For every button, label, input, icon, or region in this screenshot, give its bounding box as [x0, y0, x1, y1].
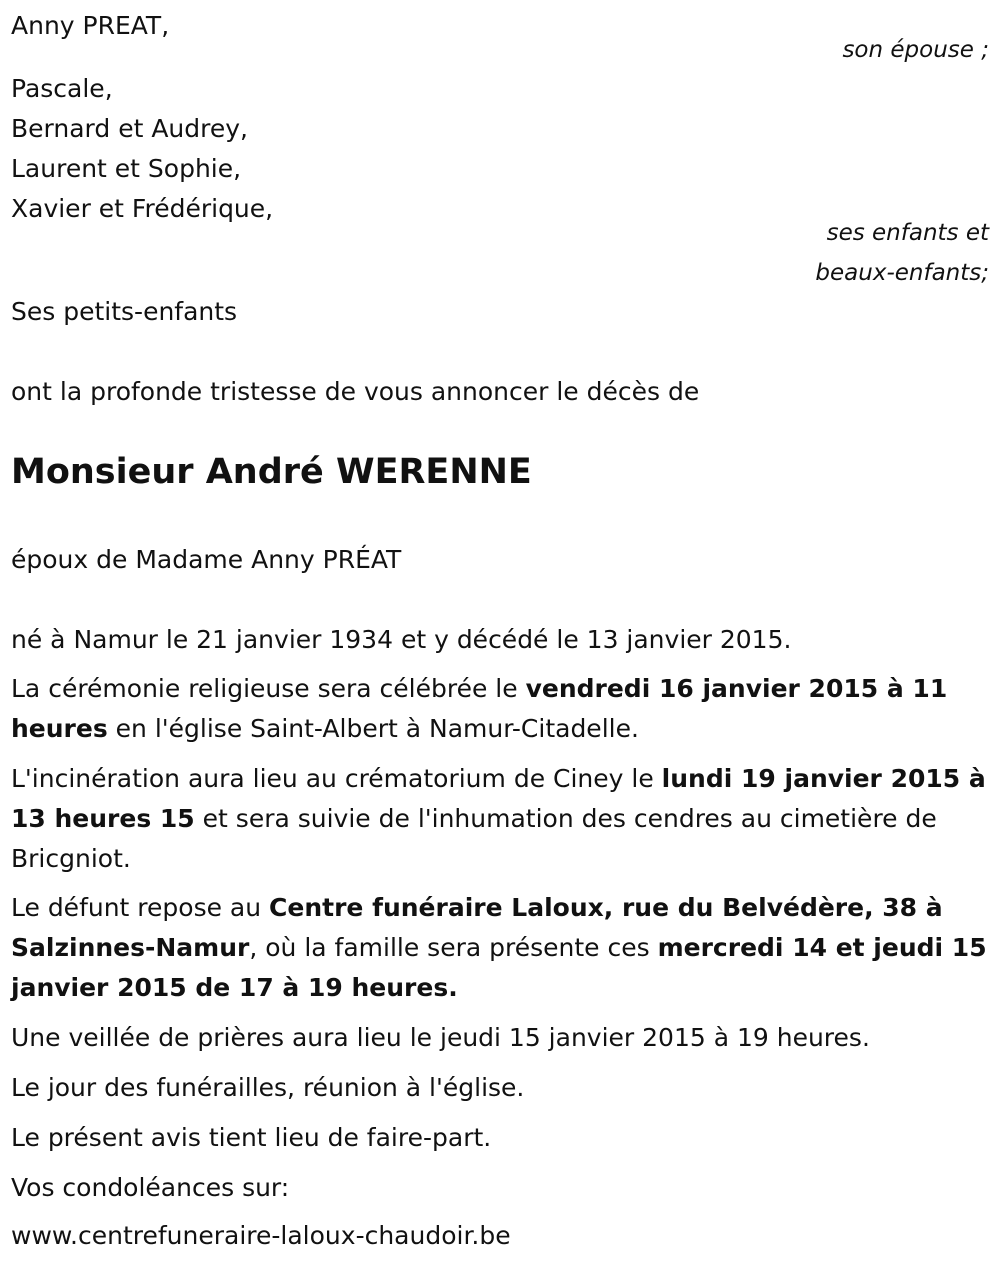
deceased-name: Monsieur André WERENNE [11, 452, 532, 492]
ceremony-prefix: La cérémonie religieuse sera célébrée le [11, 674, 526, 703]
funeral-day-line: Le jour des funérailles, réunion à l'église. [11, 1073, 525, 1102]
website-link[interactable]: www.centrefuneraire-laloux-chaudoir.be [11, 1221, 511, 1250]
birth-death-line: né à Namur le 21 janvier 1934 et y décédé le 13 janvier 2015. [11, 625, 792, 654]
grandchildren: Ses petits-enfants [11, 297, 238, 326]
incineration-date: lundi 19 janvier 2015 à 13 heures 15 [11, 764, 986, 833]
children-role-line2: beaux-enfants; [815, 260, 989, 286]
rest-paragraph [11, 888, 996, 1008]
incineration-prefix: L'incinération aura lieu au crématorium de Ciney le [11, 764, 662, 793]
spouse-name: Anny PREAT, [11, 11, 170, 40]
rest-place: Centre funéraire Laloux, rue du Belvédère, 38 à Salzinnes-Namur [11, 893, 943, 962]
rest-dates: mercredi 14 et jeudi 15 janvier 2015 de 17 à 19 heures. [11, 933, 987, 1002]
vigil-line: Une veillée de prières aura lieu le jeudi 15 janvier 2015 à 19 heures. [11, 1023, 870, 1052]
child-item: Xavier et Frédérique, [11, 194, 274, 223]
announcement-text: ont la profonde tristesse de vous annoncer le décès de [11, 377, 700, 406]
child-item: Pascale, [11, 74, 113, 103]
spouse-role: son épouse ; [842, 37, 989, 63]
child-item: Laurent et Sophie, [11, 154, 242, 183]
ceremony-paragraph [11, 669, 996, 749]
rest-middle: , où la famille sera présente ces [249, 933, 658, 962]
spouse-of: époux de Madame Anny PRÉAT [11, 545, 402, 574]
ceremony-date: vendredi 16 janvier 2015 à 11 heures [11, 674, 948, 743]
ceremony-suffix: en l'église Saint-Albert à Namur-Citadelle. [107, 714, 639, 743]
condolences-label: Vos condoléances sur: [11, 1173, 290, 1202]
child-item: Bernard et Audrey, [11, 114, 248, 143]
incineration-suffix: et sera suivie de l'inhumation des cendres au cimetière de Bricgniot. [11, 804, 937, 873]
notice-line: Le présent avis tient lieu de faire-part. [11, 1123, 492, 1152]
incineration-paragraph [11, 759, 996, 879]
rest-prefix: Le défunt repose au [11, 893, 270, 922]
children-role-line1: ses enfants et [826, 220, 989, 246]
